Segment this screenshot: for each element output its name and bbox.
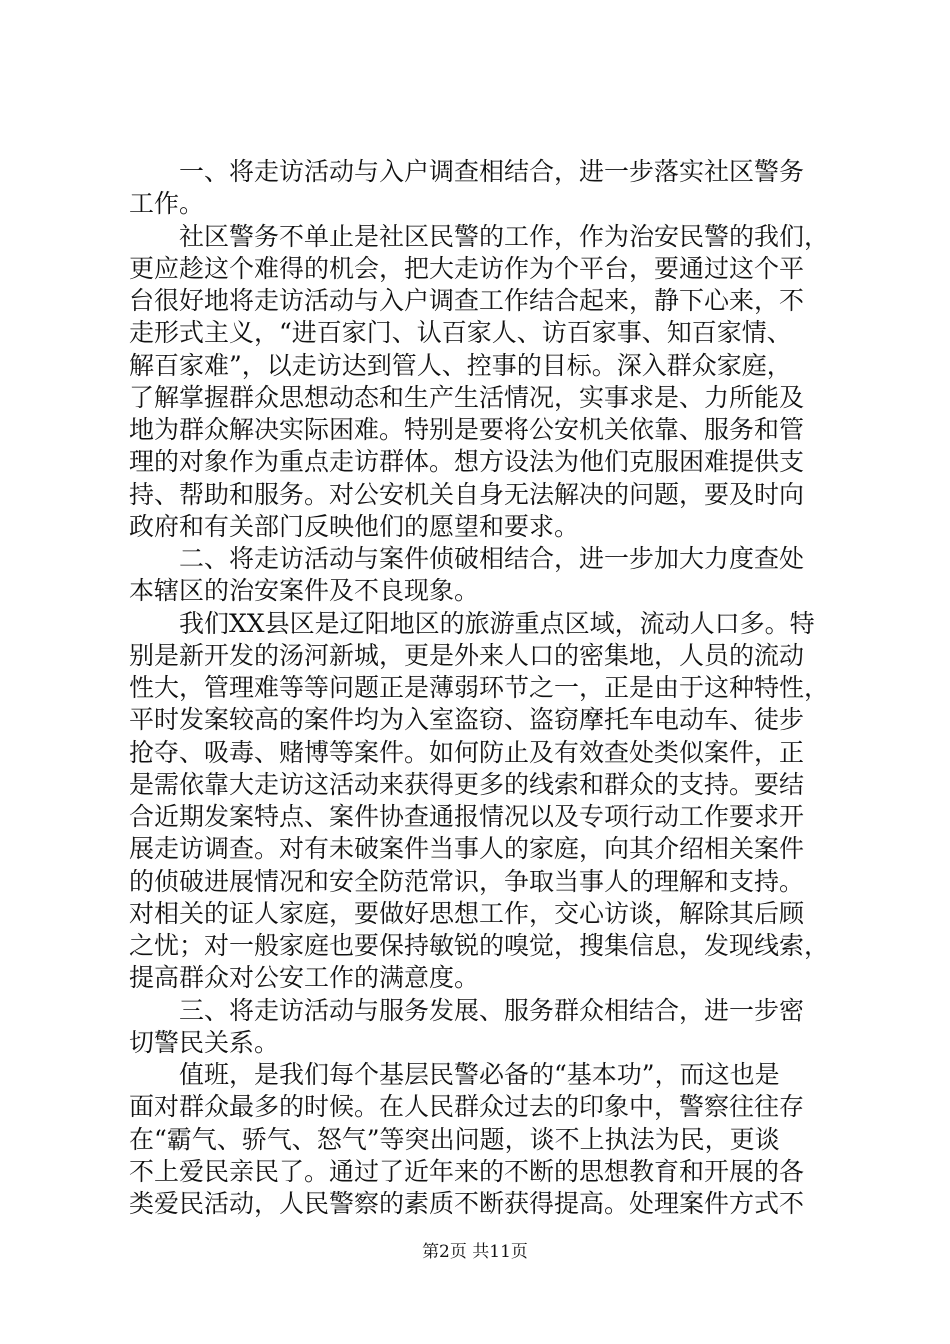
text-line: 三、将走访活动与服务发展、服务群众相结合，进一步密 <box>129 995 805 1025</box>
text-line: 面对群众最多的时候。在人民群众过去的印象中，警察往往存 <box>129 1092 805 1122</box>
text-line: 社区警务不单止是社区民警的工作，作为治安民警的我们， <box>129 221 830 251</box>
text-line: 性大，管理难等等问题正是薄弱环节之一，正是由于这种特性， <box>129 673 830 702</box>
text-line: 的侦破进展情况和安全防范常识，争取当事人的理解和支持。 <box>129 866 805 896</box>
text-line: 一、将走访活动与入户调查相结合，进一步落实社区警务 <box>129 157 805 186</box>
text-line: 政府和有关部门反映他们的愿望和要求。 <box>129 511 580 541</box>
text-line: 解百家难”，以走访达到管人、控事的目标。深入群众家庭， <box>129 350 792 380</box>
text-line: 值班，是我们每个基层民警必备的“基本功”，而这也是 <box>129 1060 780 1089</box>
text-line: 了解掌握群众思想动态和生产生活情况，实事求是、力所能及 <box>129 382 805 412</box>
text-line: 不上爱民亲民了。通过了近年来的不断的思想教育和开展的各 <box>129 1156 805 1186</box>
text-line: 合近期发案特点、案件协查通报情况以及专项行动工作要求开 <box>129 802 805 831</box>
text-line: 别是新开发的汤河新城，更是外来人口的密集地，人员的流动 <box>129 640 805 670</box>
text-line: 理的对象作为重点走访群体。想方设法为他们克服困难提供支 <box>129 447 805 477</box>
page-footer: 第2页 共11页 <box>422 1242 528 1262</box>
text-line: 提高群众对公安工作的满意度。 <box>129 963 480 993</box>
text-line: 走形式主义，“进百家门、认百家人、访百家事、知百家情、 <box>129 318 792 348</box>
text-line: 本辖区的治安案件及不良现象。 <box>129 576 480 606</box>
text-line: 切警民关系。 <box>129 1027 280 1057</box>
text-line: 是需依靠大走访这活动来获得更多的线索和群众的支持。要结 <box>129 769 805 799</box>
text-line: 在“霸气、骄气、怒气”等突出问题，谈不上执法为民，更谈 <box>129 1124 780 1154</box>
text-line: 台很好地将走访活动与入户调查工作结合起来，静下心来，不 <box>129 286 805 315</box>
text-line: 工作。 <box>129 189 205 219</box>
text-line: 地为群众解决实际困难。特别是要将公安机关依靠、服务和管 <box>129 415 805 444</box>
text-line: 展走访调查。对有未破案件当事人的家庭，向其介绍相关案件 <box>129 834 805 864</box>
text-line: 持、帮助和服务。对公安机关自身无法解决的问题，要及时向 <box>129 479 805 509</box>
text-line: 更应趁这个难得的机会，把大走访作为个平台，要通过这个平 <box>129 253 805 283</box>
text-line: 我们XX县区是辽阳地区的旅游重点区域，流动人口多。特 <box>129 608 815 638</box>
text-line: 抢夺、吸毒、赌博等案件。如何防止及有效查处类似案件，正 <box>129 737 805 767</box>
text-line: 二、将走访活动与案件侦破相结合，进一步加大力度查处 <box>129 544 805 573</box>
text-line: 类爱民活动，人民警察的素质不断获得提高。处理案件方式不 <box>129 1189 805 1218</box>
document-body <box>129 156 841 1220</box>
text-line: 之忧；对一般家庭也要保持敏锐的嗅觉，搜集信息，发现线索， <box>129 931 830 960</box>
text-line: 对相关的证人家庭，要做好思想工作，交心访谈，解除其后顾 <box>129 898 805 928</box>
text-line: 平时发案较高的案件均为入室盗窃、盗窃摩托车电动车、徒步 <box>129 705 805 735</box>
